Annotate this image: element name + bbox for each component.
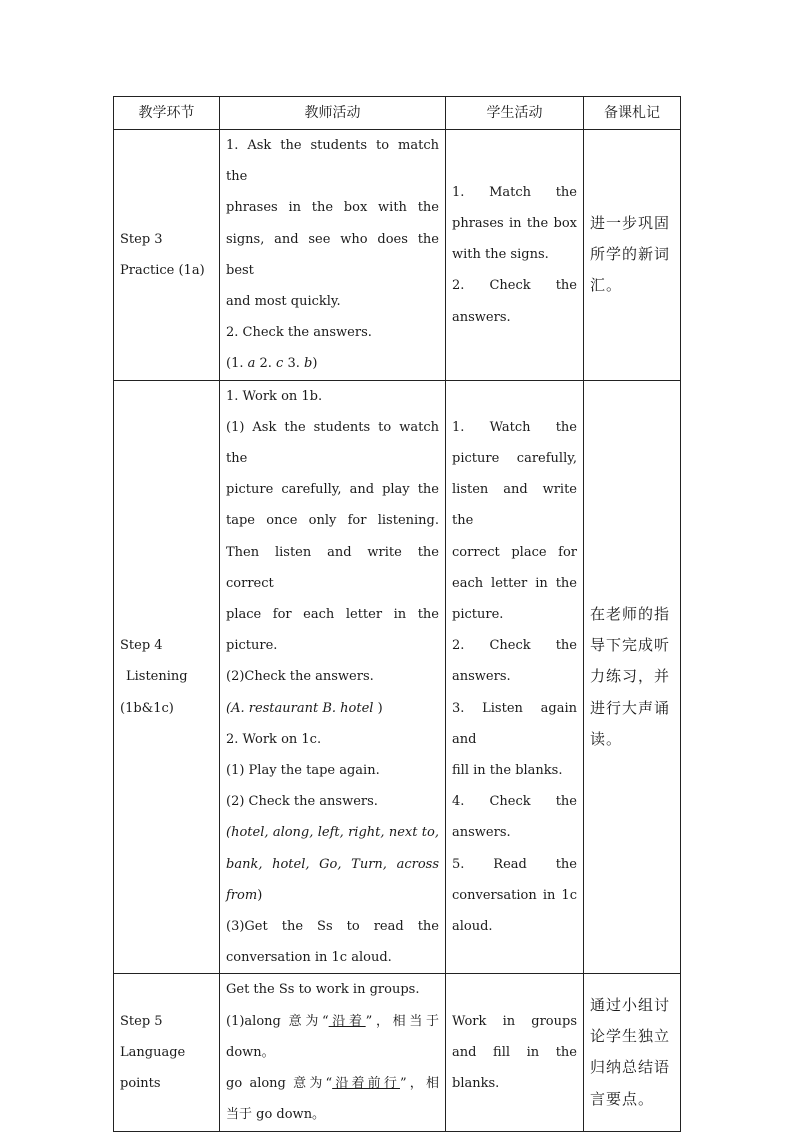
header-teaching-step: 教学环节 [114, 97, 220, 130]
student-activity-cell [446, 380, 584, 974]
teacher-activity-cell [220, 974, 446, 1131]
language-point-line [226, 1068, 439, 1099]
header-lesson-notes: 备课札记 [584, 97, 681, 130]
text-fragment: ) [312, 356, 318, 372]
text-fragment: ”，相 [400, 1076, 439, 1092]
text-fragment: (1)along 意为“ [226, 1013, 329, 1029]
text-fragment: 3. [283, 356, 304, 372]
text-line: (1) Ask the students to watch the [226, 419, 439, 467]
text-line: answers. [452, 825, 511, 841]
step-title: Practice (1a) [120, 262, 205, 278]
text-line: fill in the blanks. [452, 763, 563, 779]
text-fragment: go along 意为“ [226, 1076, 333, 1092]
text-fragment: ) [373, 700, 383, 716]
step-subtitle: points [120, 1076, 161, 1092]
text-line: answers. [452, 669, 511, 685]
text-line: 1. Match the [452, 184, 577, 200]
text-line: 3. Listen again and [452, 700, 577, 747]
text-line: picture. [452, 607, 504, 623]
step-cell [114, 380, 220, 974]
step-name: Step 4 [120, 638, 163, 654]
answer-italic: from [226, 887, 258, 903]
text-line: Work in groups [452, 1013, 577, 1029]
text-line: and most quickly. [226, 294, 341, 310]
text-line: picture carefully, [452, 451, 577, 467]
text-line: 1. Watch the [452, 419, 577, 435]
text-line: Get the Ss to work in groups. [226, 982, 420, 998]
table-header-row [114, 97, 681, 130]
teacher-activity-cell [220, 380, 446, 974]
text-line: listen and write the [452, 482, 577, 529]
text-line: place for each letter in the [226, 607, 439, 623]
step-cell [114, 130, 220, 381]
answer-italic: (A. restaurant B. hotel [226, 700, 374, 716]
answer-italic: c [276, 356, 284, 372]
lesson-plan-table [113, 96, 681, 1132]
step-name: Step 3 [120, 231, 163, 247]
answer-italic: bank, hotel, Go, Turn, across [226, 856, 439, 872]
text-line: phrases in the box with the [226, 200, 439, 216]
text-line: and fill in the [452, 1044, 577, 1060]
text-line: picture. [226, 638, 278, 654]
table-row [114, 380, 681, 974]
text-line: 当于 go down。 [226, 1107, 326, 1123]
text-line: 2. Check the [452, 638, 577, 654]
text-line: answers. [452, 309, 511, 325]
student-activity-cell [446, 974, 584, 1131]
text-line: each letter in the [452, 575, 577, 591]
header-teacher-activity: 教师活动 [220, 97, 446, 130]
text-line: conversation in 1c [452, 887, 577, 903]
text-line: (3)Get the Ss to read the [226, 919, 439, 935]
text-line: 2. Check the [452, 278, 577, 294]
answer-key-line [226, 880, 439, 911]
text-fragment: 2. [255, 356, 277, 372]
step-title: Language [120, 1044, 186, 1060]
answer-key-line [226, 348, 439, 379]
text-line: correct place for [452, 544, 577, 560]
table-row [114, 974, 681, 1131]
text-line: (1) Play the tape again. [226, 763, 380, 779]
language-point-line [226, 1006, 439, 1037]
lesson-note-cell: 进一步巩固所学的新词汇。 [584, 130, 681, 381]
text-line: phrases in the box [452, 216, 577, 231]
text-line: 2. Work on 1c. [226, 731, 322, 747]
text-line: 5. Read the [452, 856, 577, 872]
step-title: Listening [126, 669, 188, 685]
text-line: aloud. [452, 919, 493, 935]
student-activity-cell [446, 130, 584, 381]
text-line: 1. Work on 1b. [226, 388, 323, 404]
text-fragment: ) [257, 887, 263, 903]
step-subtitle: (1b&1c) [120, 700, 174, 716]
lesson-note-cell: 在老师的指导下完成听力练习，并进行大声诵读。 [584, 380, 681, 974]
table-row [114, 130, 681, 381]
text-line: signs, and see who does the best [226, 231, 439, 278]
underlined-term: 沿着前行 [332, 1076, 400, 1092]
text-line: tape once only for listening. [226, 513, 439, 529]
text-line: 1. Ask the students to match the [226, 138, 439, 185]
teacher-activity-cell [220, 130, 446, 381]
text-fragment: ”，相当于 [365, 1013, 439, 1029]
step-cell [114, 974, 220, 1131]
text-line: Then listen and write the correct [226, 544, 439, 591]
text-fragment: (1. [226, 356, 248, 372]
lesson-note-cell: 通过小组讨论学生独立归纳总结语言要点。 [584, 974, 681, 1131]
text-line: (2) Check the answers. [226, 794, 378, 810]
answer-key-line [226, 693, 439, 724]
step-name: Step 5 [120, 1013, 163, 1029]
text-line: conversation in 1c aloud. [226, 950, 392, 966]
text-line: 4. Check the [452, 794, 577, 810]
underlined-term: 沿着 [328, 1013, 366, 1029]
header-student-activity: 学生活动 [446, 97, 584, 130]
text-line: picture carefully, and play the [226, 482, 439, 498]
text-line: (2)Check the answers. [226, 669, 374, 685]
answer-italic: a [247, 356, 256, 372]
text-line: with the signs. [452, 247, 549, 263]
answer-italic: (hotel, along, left, right, next to, [226, 825, 439, 841]
text-line: down。 [226, 1044, 275, 1060]
text-line: blanks. [452, 1076, 500, 1092]
text-line: 2. Check the answers. [226, 325, 372, 341]
answer-italic: b [304, 356, 313, 372]
